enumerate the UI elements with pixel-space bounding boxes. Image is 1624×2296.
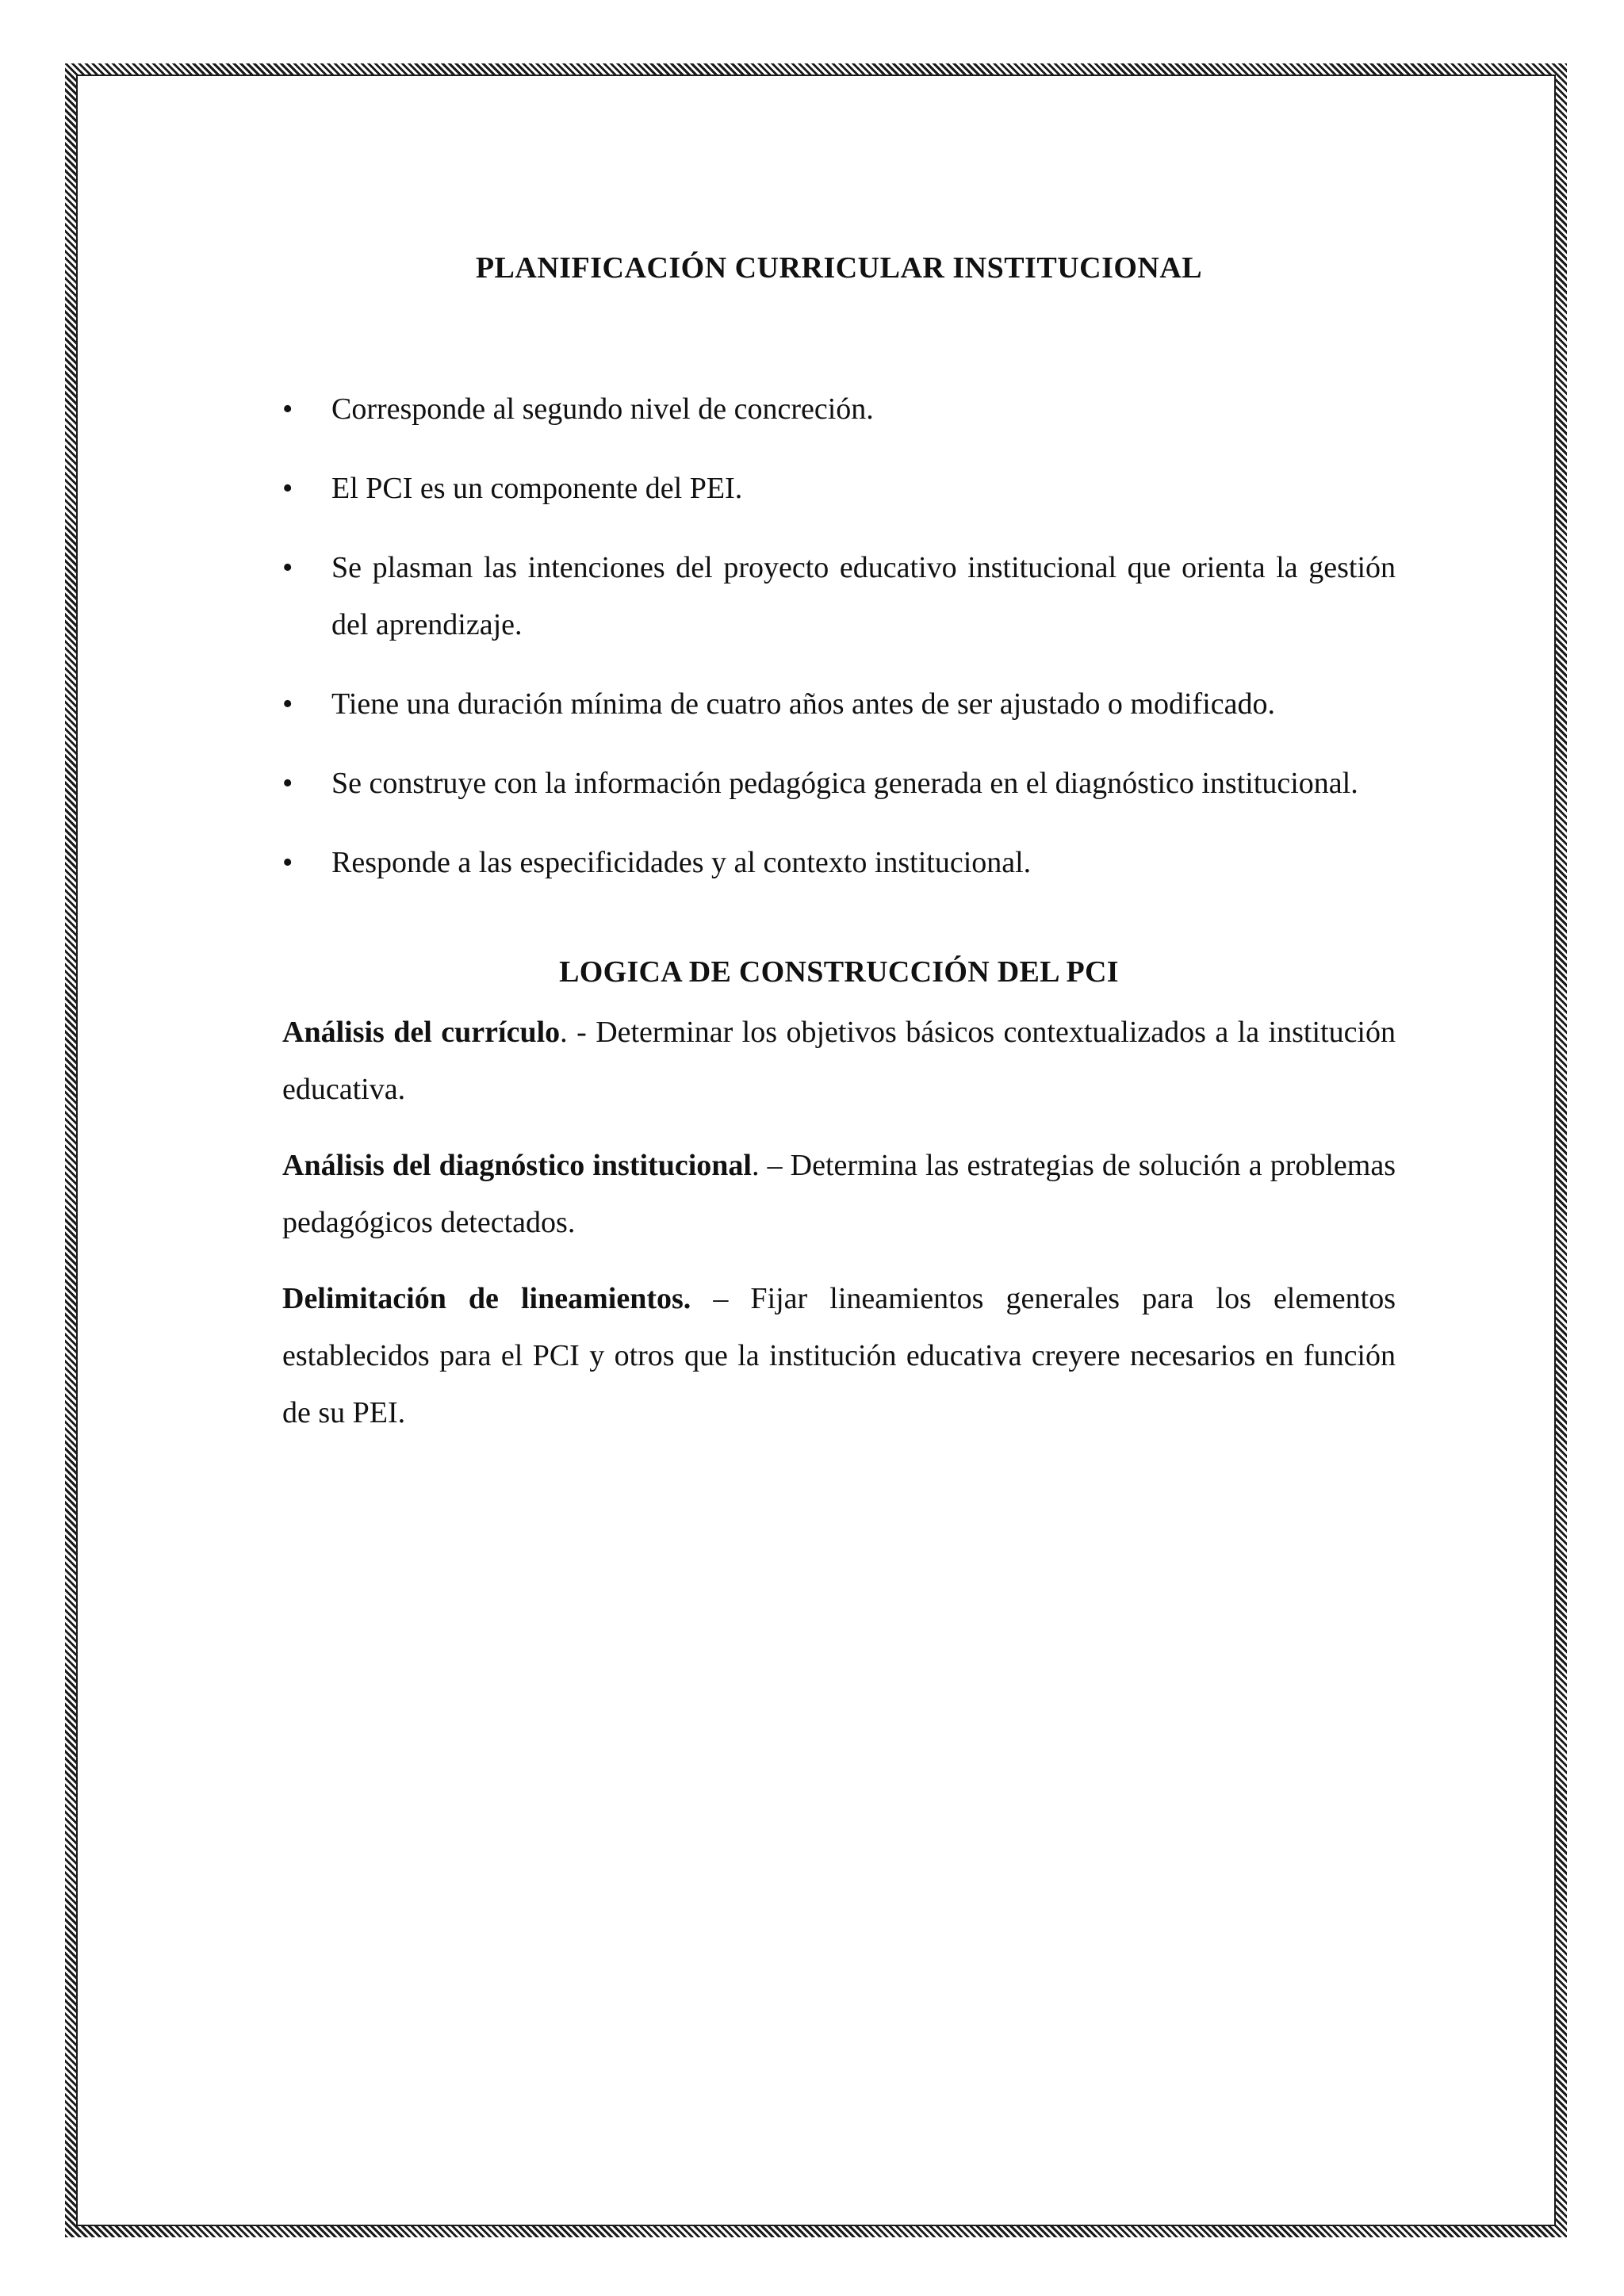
section-heading: LOGICA DE CONSTRUCCIÓN DEL PCI	[559, 955, 1119, 989]
paragraph-text: – Fijar lineamientos generales para los elementos establecidos para el PCI y otros que la institución educativa creyere necesarios en función de su PEI.	[282, 1282, 1396, 1429]
construction-section	[282, 1004, 1396, 1441]
bullet-marker: •	[282, 392, 293, 426]
paragraph-diagnosis-analysis	[282, 1137, 1396, 1251]
bullet-marker: •	[282, 551, 293, 584]
bullet-item	[282, 675, 1396, 733]
bullet-item	[282, 755, 1396, 812]
document-content	[282, 251, 1396, 1460]
bullet-text: El PCI es un componente del PEI.	[331, 472, 743, 505]
paragraph-term: Análisis del diagnóstico institucional	[282, 1149, 752, 1182]
bullet-marker: •	[282, 846, 293, 879]
bullet-text: Tiene una duración mínima de cuatro años antes de ser ajustado o modificado.	[331, 687, 1275, 721]
bullet-item	[282, 834, 1396, 891]
paragraph-curriculum-analysis	[282, 1004, 1396, 1118]
bullet-text: Corresponde al segundo nivel de concreción.	[331, 392, 874, 426]
bullet-marker: •	[282, 472, 293, 505]
bullet-marker: •	[282, 767, 293, 800]
bullet-item	[282, 460, 1396, 517]
paragraph-text: . – Determina las estrategias de solución a problemas pedagógicos detectados.	[282, 1149, 1396, 1239]
bullet-text: Responde a las especificidades y al contexto institucional.	[331, 846, 1032, 879]
paragraph-guidelines	[282, 1270, 1396, 1441]
paragraph-text: . - Determinar los objetivos básicos contextualizados a la institución educativa.	[282, 1016, 1396, 1106]
paragraph-term: Delimitación de lineamientos.	[282, 1282, 691, 1315]
bullet-text: Se construye con la información pedagógica generada en el diagnóstico institucional.	[331, 767, 1358, 800]
bullet-text: Se plasman las intenciones del proyecto educativo institucional que orienta la gestión del aprendizaje.	[331, 551, 1396, 641]
bullet-list	[282, 381, 1396, 891]
bullet-item	[282, 381, 1396, 438]
document-title: PLANIFICACIÓN CURRICULAR INSTITUCIONAL	[475, 251, 1203, 285]
bullet-marker: •	[282, 687, 293, 721]
paragraph-term: Análisis del currículo	[282, 1016, 561, 1049]
bullet-item	[282, 539, 1396, 653]
